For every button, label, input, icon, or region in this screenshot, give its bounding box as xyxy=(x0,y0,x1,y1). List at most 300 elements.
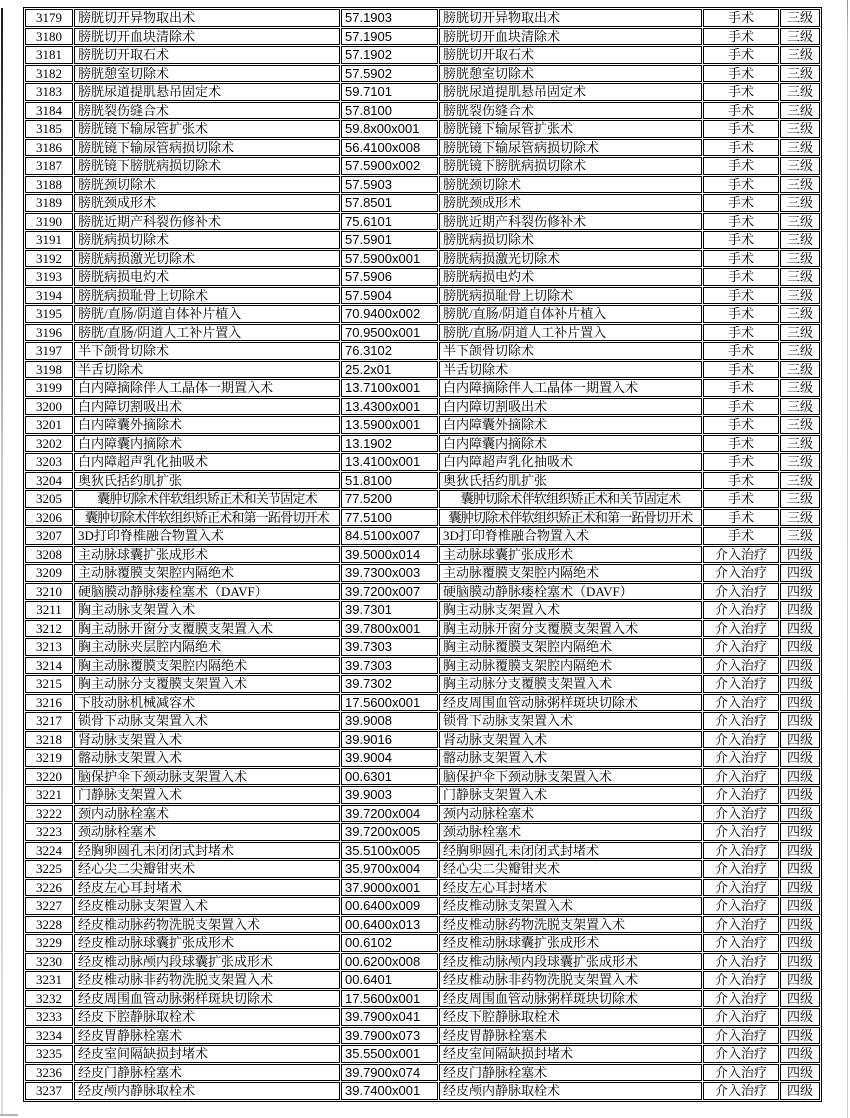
procedure-code-cell: 35.5100x005 xyxy=(341,842,438,860)
table-row xyxy=(25,398,820,416)
row-number-cell: 3202 xyxy=(25,435,73,453)
procedure-name-repeat-cell: 经皮周围血管动脉粥样斑块切除术 xyxy=(439,694,702,712)
row-number-cell: 3233 xyxy=(25,1008,73,1026)
page-bottom-edge-artifact xyxy=(0,1114,18,1116)
category-cell: 介入治疗 xyxy=(703,1082,779,1100)
table-row xyxy=(25,83,820,101)
page-right-edge-artifact xyxy=(847,0,848,1118)
level-cell: 四级 xyxy=(780,768,820,786)
procedure-name-cell: 胸主动脉支架置入术 xyxy=(74,601,340,619)
table-row xyxy=(25,176,820,194)
row-number-cell: 3220 xyxy=(25,768,73,786)
category-cell: 介入治疗 xyxy=(703,731,779,749)
category-cell: 介入治疗 xyxy=(703,675,779,693)
level-cell: 三级 xyxy=(780,102,820,120)
table-row xyxy=(25,46,820,64)
procedure-name-cell: 膀胱病损耻骨上切除术 xyxy=(74,287,340,305)
category-cell: 介入治疗 xyxy=(703,842,779,860)
table-row xyxy=(25,416,820,434)
level-cell: 三级 xyxy=(780,46,820,64)
category-cell: 手术 xyxy=(703,176,779,194)
procedure-name-cell: 膀胱镜下输尿管扩张术 xyxy=(74,120,340,138)
level-cell: 三级 xyxy=(780,435,820,453)
table-row xyxy=(25,897,820,915)
category-cell: 手术 xyxy=(703,65,779,83)
row-number-cell: 3231 xyxy=(25,971,73,989)
category-cell: 手术 xyxy=(703,120,779,138)
row-number-cell: 3208 xyxy=(25,546,73,564)
row-number-cell: 3183 xyxy=(25,83,73,101)
procedure-table xyxy=(24,8,821,1101)
procedure-name-repeat-cell: 膀胱/直肠/阴道自体补片植入 xyxy=(439,305,702,323)
procedure-code-cell: 57.1905 xyxy=(341,28,438,46)
procedure-code-cell: 39.7302 xyxy=(341,675,438,693)
procedure-code-cell: 00.6200x008 xyxy=(341,953,438,971)
procedure-code-cell: 13.1902 xyxy=(341,435,438,453)
procedure-code-cell: 39.7200x004 xyxy=(341,805,438,823)
level-cell: 四级 xyxy=(780,1045,820,1063)
procedure-name-repeat-cell: 膀胱切开取石术 xyxy=(439,46,702,64)
procedure-name-repeat-cell: 膀胱病损电灼术 xyxy=(439,268,702,286)
level-cell: 四级 xyxy=(780,786,820,804)
procedure-name-repeat-cell: 膀胱颈切除术 xyxy=(439,176,702,194)
category-cell: 介入治疗 xyxy=(703,694,779,712)
table-row xyxy=(25,953,820,971)
procedure-name-repeat-cell: 膀胱近期产科裂伤修补术 xyxy=(439,213,702,231)
level-cell: 三级 xyxy=(780,287,820,305)
procedure-name-cell: 膀胱病损电灼术 xyxy=(74,268,340,286)
procedure-name-repeat-cell: 经皮左心耳封堵术 xyxy=(439,879,702,897)
procedure-name-repeat-cell: 膀胱裂伤缝合术 xyxy=(439,102,702,120)
procedure-code-cell: 39.7303 xyxy=(341,638,438,656)
level-cell: 四级 xyxy=(780,990,820,1008)
row-number-cell: 3230 xyxy=(25,953,73,971)
procedure-table-body xyxy=(25,9,820,1100)
row-number-cell: 3234 xyxy=(25,1027,73,1045)
level-cell: 三级 xyxy=(780,361,820,379)
table-row xyxy=(25,916,820,934)
procedure-name-cell: 胸主动脉夹层腔内隔绝术 xyxy=(74,638,340,656)
row-number-cell: 3193 xyxy=(25,268,73,286)
procedure-code-cell: 39.9004 xyxy=(341,749,438,767)
table-row xyxy=(25,1027,820,1045)
level-cell: 四级 xyxy=(780,546,820,564)
category-cell: 介入治疗 xyxy=(703,953,779,971)
level-cell: 四级 xyxy=(780,601,820,619)
procedure-name-cell: 经皮椎动脉非药物洗脱支架置入术 xyxy=(74,971,340,989)
level-cell: 四级 xyxy=(780,860,820,878)
row-number-cell: 3214 xyxy=(25,657,73,675)
category-cell: 手术 xyxy=(703,46,779,64)
level-cell: 三级 xyxy=(780,194,820,212)
procedure-code-cell: 39.7300x003 xyxy=(341,564,438,582)
row-number-cell: 3199 xyxy=(25,379,73,397)
category-cell: 手术 xyxy=(703,231,779,249)
procedure-code-cell: 57.8100 xyxy=(341,102,438,120)
procedure-code-cell: 35.9700x004 xyxy=(341,860,438,878)
level-cell: 三级 xyxy=(780,139,820,157)
row-number-cell: 3190 xyxy=(25,213,73,231)
category-cell: 介入治疗 xyxy=(703,768,779,786)
row-number-cell: 3188 xyxy=(25,176,73,194)
row-number-cell: 3200 xyxy=(25,398,73,416)
procedure-name-cell: 膀胱切开血块清除术 xyxy=(74,28,340,46)
category-cell: 手术 xyxy=(703,398,779,416)
category-cell: 介入治疗 xyxy=(703,620,779,638)
table-row xyxy=(25,879,820,897)
procedure-name-repeat-cell: 半下颌骨切除术 xyxy=(439,342,702,360)
procedure-name-repeat-cell: 硬脑膜动静脉瘘栓塞术（DAVF） xyxy=(439,583,702,601)
procedure-name-repeat-cell: 膀胱切开异物取出术 xyxy=(439,9,702,27)
level-cell: 三级 xyxy=(780,9,820,27)
category-cell: 手术 xyxy=(703,213,779,231)
procedure-name-repeat-cell: 胸主动脉支架置入术 xyxy=(439,601,702,619)
procedure-name-cell: 经皮下腔静脉取栓术 xyxy=(74,1008,340,1026)
procedure-name-repeat-cell: 经皮椎动脉颅内段球囊扩张成形术 xyxy=(439,953,702,971)
level-cell: 四级 xyxy=(780,675,820,693)
table-row xyxy=(25,990,820,1008)
procedure-code-cell: 00.6400x009 xyxy=(341,897,438,915)
row-number-cell: 3185 xyxy=(25,120,73,138)
row-number-cell: 3226 xyxy=(25,879,73,897)
level-cell: 四级 xyxy=(780,731,820,749)
row-number-cell: 3191 xyxy=(25,231,73,249)
table-row xyxy=(25,472,820,490)
procedure-name-repeat-cell: 颈动脉栓塞术 xyxy=(439,823,702,841)
procedure-code-cell: 00.6400x013 xyxy=(341,916,438,934)
category-cell: 介入治疗 xyxy=(703,564,779,582)
procedure-name-cell: 膀胱裂伤缝合术 xyxy=(74,102,340,120)
row-number-cell: 3195 xyxy=(25,305,73,323)
procedure-name-repeat-cell: 经皮椎动脉球囊扩张成形术 xyxy=(439,934,702,952)
procedure-code-cell: 77.5200 xyxy=(341,490,438,508)
level-cell: 三级 xyxy=(780,509,820,527)
table-row xyxy=(25,546,820,564)
procedure-name-cell: 经胸卵圆孔未闭闭式封堵术 xyxy=(74,842,340,860)
category-cell: 手术 xyxy=(703,527,779,545)
category-cell: 介入治疗 xyxy=(703,897,779,915)
category-cell: 介入治疗 xyxy=(703,546,779,564)
category-cell: 手术 xyxy=(703,435,779,453)
row-number-cell: 3179 xyxy=(25,9,73,27)
procedure-code-cell: 59.7101 xyxy=(341,83,438,101)
table-row xyxy=(25,1008,820,1026)
row-number-cell: 3198 xyxy=(25,361,73,379)
row-number-cell: 3205 xyxy=(25,490,73,508)
procedure-name-cell: 胸主动脉覆膜支架腔内隔绝术 xyxy=(74,657,340,675)
procedure-name-repeat-cell: 锁骨下动脉支架置入术 xyxy=(439,712,702,730)
row-number-cell: 3189 xyxy=(25,194,73,212)
table-row xyxy=(25,213,820,231)
procedure-name-repeat-cell: 膀胱憩室切除术 xyxy=(439,65,702,83)
procedure-name-cell: 主动脉覆膜支架腔内隔绝术 xyxy=(74,564,340,582)
procedure-name-repeat-cell: 经皮周围血管动脉粥样斑块切除术 xyxy=(439,990,702,1008)
row-number-cell: 3215 xyxy=(25,675,73,693)
table-row xyxy=(25,694,820,712)
row-number-cell: 3222 xyxy=(25,805,73,823)
procedure-name-cell: 主动脉球囊扩张成形术 xyxy=(74,546,340,564)
procedure-name-cell: 锁骨下动脉支架置入术 xyxy=(74,712,340,730)
table-row xyxy=(25,509,820,527)
category-cell: 介入治疗 xyxy=(703,638,779,656)
procedure-name-cell: 膀胱尿道提肌悬吊固定术 xyxy=(74,83,340,101)
procedure-code-cell: 25.2x01 xyxy=(341,361,438,379)
level-cell: 三级 xyxy=(780,342,820,360)
level-cell: 四级 xyxy=(780,712,820,730)
procedure-code-cell: 57.8501 xyxy=(341,194,438,212)
table-row xyxy=(25,324,820,342)
row-number-cell: 3210 xyxy=(25,583,73,601)
category-cell: 手术 xyxy=(703,416,779,434)
table-row xyxy=(25,490,820,508)
procedure-name-repeat-cell: 白内障囊外摘除术 xyxy=(439,416,702,434)
procedure-name-cell: 经皮椎动脉支架置入术 xyxy=(74,897,340,915)
procedure-name-cell: 白内障切割吸出术 xyxy=(74,398,340,416)
table-row xyxy=(25,342,820,360)
level-cell: 四级 xyxy=(780,934,820,952)
procedure-name-cell: 半舌切除术 xyxy=(74,361,340,379)
table-row xyxy=(25,842,820,860)
procedure-name-repeat-cell: 白内障切割吸出术 xyxy=(439,398,702,416)
procedure-name-cell: 白内障囊外摘除术 xyxy=(74,416,340,434)
procedure-code-cell: 13.5900x001 xyxy=(341,416,438,434)
row-number-cell: 3228 xyxy=(25,916,73,934)
procedure-code-cell: 39.7400x001 xyxy=(341,1082,438,1100)
level-cell: 三级 xyxy=(780,268,820,286)
procedure-code-cell: 39.7900x074 xyxy=(341,1064,438,1082)
procedure-name-repeat-cell: 经皮颅内静脉取栓术 xyxy=(439,1082,702,1100)
level-cell: 三级 xyxy=(780,527,820,545)
table-row xyxy=(25,768,820,786)
procedure-name-cell: 下肢动脉机械减容术 xyxy=(74,694,340,712)
table-row xyxy=(25,453,820,471)
procedure-name-repeat-cell: 膀胱镜下膀胱病损切除术 xyxy=(439,157,702,175)
procedure-code-cell: 39.7200x005 xyxy=(341,823,438,841)
category-cell: 手术 xyxy=(703,83,779,101)
table-row xyxy=(25,361,820,379)
procedure-code-cell: 57.5901 xyxy=(341,231,438,249)
row-number-cell: 3219 xyxy=(25,749,73,767)
procedure-name-repeat-cell: 经皮下腔静脉取栓术 xyxy=(439,1008,702,1026)
row-number-cell: 3186 xyxy=(25,139,73,157)
procedure-name-repeat-cell: 经皮椎动脉支架置入术 xyxy=(439,897,702,915)
procedure-name-cell: 白内障囊内摘除术 xyxy=(74,435,340,453)
table-row xyxy=(25,712,820,730)
category-cell: 介入治疗 xyxy=(703,786,779,804)
procedure-code-cell: 00.6301 xyxy=(341,768,438,786)
row-number-cell: 3221 xyxy=(25,786,73,804)
procedure-name-cell: 囊肿切除术伴软组织矫正术和第一跖骨切开术 xyxy=(74,509,340,527)
procedure-code-cell: 57.5900x001 xyxy=(341,250,438,268)
row-number-cell: 3235 xyxy=(25,1045,73,1063)
procedure-code-cell: 57.5904 xyxy=(341,287,438,305)
procedure-name-cell: 膀胱/直肠/阴道自体补片植入 xyxy=(74,305,340,323)
procedure-code-cell: 75.6101 xyxy=(341,213,438,231)
procedure-code-cell: 77.5100 xyxy=(341,509,438,527)
level-cell: 四级 xyxy=(780,1027,820,1045)
procedure-name-cell: 囊肿切除术伴软组织矫正术和关节固定术 xyxy=(74,490,340,508)
procedure-name-repeat-cell: 脑保护伞下颈动脉支架置入术 xyxy=(439,768,702,786)
level-cell: 四级 xyxy=(780,879,820,897)
procedure-name-cell: 膀胱病损切除术 xyxy=(74,231,340,249)
table-row xyxy=(25,638,820,656)
level-cell: 三级 xyxy=(780,213,820,231)
level-cell: 三级 xyxy=(780,65,820,83)
level-cell: 四级 xyxy=(780,897,820,915)
procedure-name-repeat-cell: 膀胱病损切除术 xyxy=(439,231,702,249)
procedure-name-cell: 胸主动脉开窗分支覆膜支架置入术 xyxy=(74,620,340,638)
level-cell: 四级 xyxy=(780,583,820,601)
category-cell: 手术 xyxy=(703,102,779,120)
procedure-code-cell: 57.5903 xyxy=(341,176,438,194)
procedure-name-cell: 胸主动脉分支覆膜支架置入术 xyxy=(74,675,340,693)
table-row xyxy=(25,564,820,582)
procedure-name-repeat-cell: 囊肿切除术伴软组织矫正术和第一跖骨切开术 xyxy=(439,509,702,527)
procedure-name-cell: 膀胱憩室切除术 xyxy=(74,65,340,83)
category-cell: 手术 xyxy=(703,361,779,379)
table-row xyxy=(25,157,820,175)
procedure-table-wrapper xyxy=(23,7,822,1102)
level-cell: 四级 xyxy=(780,916,820,934)
procedure-name-cell: 膀胱切开取石术 xyxy=(74,46,340,64)
procedure-code-cell: 35.5500x001 xyxy=(341,1045,438,1063)
row-number-cell: 3201 xyxy=(25,416,73,434)
table-row xyxy=(25,675,820,693)
procedure-name-cell: 经心尖二尖瓣钳夹术 xyxy=(74,860,340,878)
procedure-name-repeat-cell: 胸主动脉覆膜支架腔内隔绝术 xyxy=(439,657,702,675)
procedure-name-repeat-cell: 半舌切除术 xyxy=(439,361,702,379)
table-row xyxy=(25,379,820,397)
category-cell: 手术 xyxy=(703,453,779,471)
procedure-name-repeat-cell: 膀胱镜下输尿管扩张术 xyxy=(439,120,702,138)
procedure-name-repeat-cell: 白内障囊内摘除术 xyxy=(439,435,702,453)
table-row xyxy=(25,527,820,545)
level-cell: 三级 xyxy=(780,453,820,471)
level-cell: 四级 xyxy=(780,823,820,841)
procedure-code-cell: 39.7800x001 xyxy=(341,620,438,638)
row-number-cell: 3181 xyxy=(25,46,73,64)
table-row xyxy=(25,268,820,286)
table-row xyxy=(25,1082,820,1100)
table-row xyxy=(25,1045,820,1063)
procedure-name-cell: 膀胱镜下输尿管病损切除术 xyxy=(74,139,340,157)
row-number-cell: 3209 xyxy=(25,564,73,582)
row-number-cell: 3187 xyxy=(25,157,73,175)
level-cell: 四级 xyxy=(780,657,820,675)
row-number-cell: 3213 xyxy=(25,638,73,656)
procedure-name-cell: 髂动脉支架置入术 xyxy=(74,749,340,767)
procedure-name-repeat-cell: 经皮胃静脉栓塞术 xyxy=(439,1027,702,1045)
procedure-name-repeat-cell: 主动脉球囊扩张成形术 xyxy=(439,546,702,564)
procedure-name-cell: 经皮椎动脉球囊扩张成形术 xyxy=(74,934,340,952)
table-row xyxy=(25,28,820,46)
level-cell: 三级 xyxy=(780,305,820,323)
level-cell: 四级 xyxy=(780,842,820,860)
table-row xyxy=(25,120,820,138)
level-cell: 三级 xyxy=(780,120,820,138)
procedure-name-cell: 颈内动脉栓塞术 xyxy=(74,805,340,823)
row-number-cell: 3196 xyxy=(25,324,73,342)
category-cell: 手术 xyxy=(703,250,779,268)
table-row xyxy=(25,860,820,878)
procedure-name-repeat-cell: 膀胱/直肠/阴道人工补片置入 xyxy=(439,324,702,342)
procedure-name-repeat-cell: 胸主动脉分支覆膜支架置入术 xyxy=(439,675,702,693)
category-cell: 手术 xyxy=(703,490,779,508)
level-cell: 三级 xyxy=(780,416,820,434)
procedure-name-repeat-cell: 经皮门静脉栓塞术 xyxy=(439,1064,702,1082)
procedure-name-repeat-cell: 奥狄氏括约肌扩张 xyxy=(439,472,702,490)
procedure-name-cell: 白内障超声乳化抽吸术 xyxy=(74,453,340,471)
level-cell: 三级 xyxy=(780,176,820,194)
procedure-code-cell: 13.4100x001 xyxy=(341,453,438,471)
row-number-cell: 3223 xyxy=(25,823,73,841)
row-number-cell: 3197 xyxy=(25,342,73,360)
row-number-cell: 3217 xyxy=(25,712,73,730)
category-cell: 手术 xyxy=(703,324,779,342)
table-row xyxy=(25,250,820,268)
row-number-cell: 3192 xyxy=(25,250,73,268)
procedure-code-cell: 39.7900x073 xyxy=(341,1027,438,1045)
category-cell: 手术 xyxy=(703,157,779,175)
procedure-name-cell: 膀胱病损激光切除术 xyxy=(74,250,340,268)
procedure-code-cell: 57.5900x002 xyxy=(341,157,438,175)
category-cell: 介入治疗 xyxy=(703,749,779,767)
row-number-cell: 3203 xyxy=(25,453,73,471)
level-cell: 三级 xyxy=(780,250,820,268)
level-cell: 三级 xyxy=(780,28,820,46)
level-cell: 四级 xyxy=(780,1008,820,1026)
procedure-name-cell: 膀胱颈成形术 xyxy=(74,194,340,212)
level-cell: 三级 xyxy=(780,83,820,101)
level-cell: 三级 xyxy=(780,231,820,249)
level-cell: 三级 xyxy=(780,490,820,508)
table-row xyxy=(25,749,820,767)
table-row xyxy=(25,823,820,841)
table-row xyxy=(25,601,820,619)
category-cell: 介入治疗 xyxy=(703,1064,779,1082)
row-number-cell: 3211 xyxy=(25,601,73,619)
procedure-code-cell: 17.5600x001 xyxy=(341,990,438,1008)
procedure-name-cell: 脑保护伞下颈动脉支架置入术 xyxy=(74,768,340,786)
procedure-code-cell: 13.4300x001 xyxy=(341,398,438,416)
procedure-name-cell: 膀胱/直肠/阴道人工补片置入 xyxy=(74,324,340,342)
category-cell: 介入治疗 xyxy=(703,1045,779,1063)
procedure-code-cell: 70.9400x002 xyxy=(341,305,438,323)
procedure-code-cell: 57.5902 xyxy=(341,65,438,83)
procedure-name-repeat-cell: 主动脉覆膜支架腔内隔绝术 xyxy=(439,564,702,582)
row-number-cell: 3184 xyxy=(25,102,73,120)
table-row xyxy=(25,971,820,989)
procedure-name-cell: 膀胱近期产科裂伤修补术 xyxy=(74,213,340,231)
procedure-name-cell: 经皮周围血管动脉粥样斑块切除术 xyxy=(74,990,340,1008)
procedure-name-cell: 奥狄氏括约肌扩张 xyxy=(74,472,340,490)
procedure-code-cell: 39.7200x007 xyxy=(341,583,438,601)
level-cell: 三级 xyxy=(780,472,820,490)
level-cell: 四级 xyxy=(780,638,820,656)
level-cell: 三级 xyxy=(780,398,820,416)
category-cell: 手术 xyxy=(703,9,779,27)
row-number-cell: 3236 xyxy=(25,1064,73,1082)
row-number-cell: 3225 xyxy=(25,860,73,878)
table-row xyxy=(25,102,820,120)
level-cell: 四级 xyxy=(780,805,820,823)
category-cell: 介入治疗 xyxy=(703,934,779,952)
table-row xyxy=(25,65,820,83)
row-number-cell: 3224 xyxy=(25,842,73,860)
procedure-name-repeat-cell: 门静脉支架置入术 xyxy=(439,786,702,804)
procedure-code-cell: 84.5100x007 xyxy=(341,527,438,545)
category-cell: 介入治疗 xyxy=(703,990,779,1008)
